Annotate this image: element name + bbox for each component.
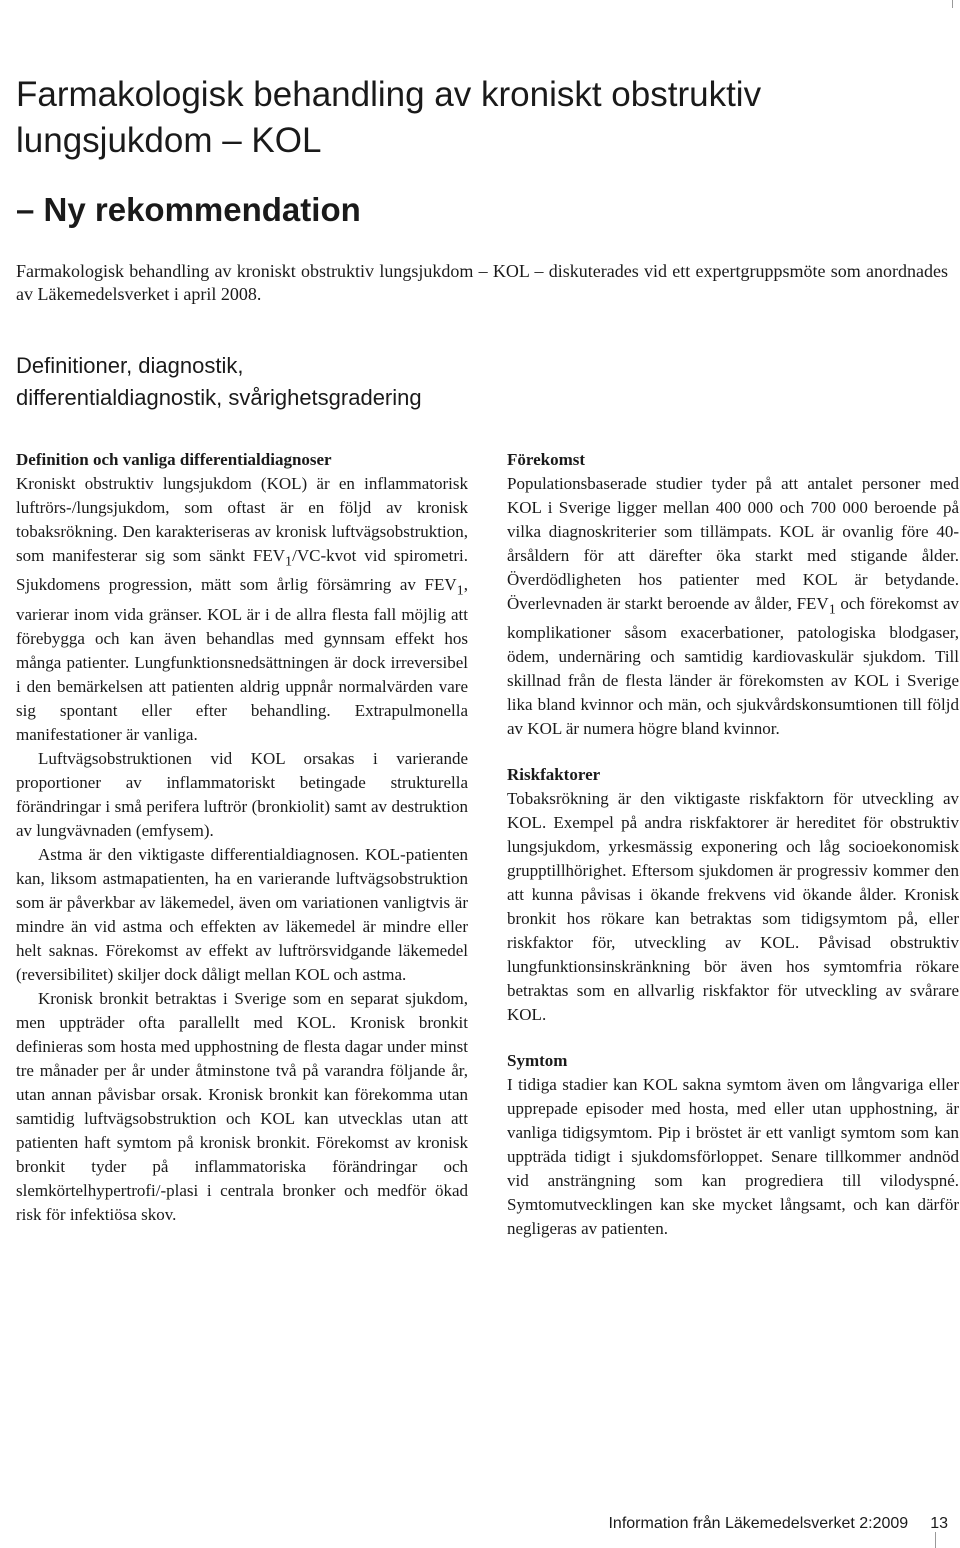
symptoms-paragraph: I tidiga stadier kan KOL sakna symtom även om långvariga eller upprepade episoder med hosta, med eller utan upphostning, är vanliga tidigsymtom. Pip i bröstet är ett vanligt symtom som kan uppträda tidigt i sjukdomsförloppet. Senare tillkommer andnöd vid ansträngning som kan progrediera till vilodyspné. Symtomutvecklingen kan ske mycket långsamt, och kan därför negligeras av patienten. [507,1075,959,1239]
asthma-paragraph: Astma är den viktigaste differentialdiagnosen. KOL-patienten kan, liksom astmapatienten, ha en varierande luftvägsobstruktion som är påverkbar av läkemedel, även om variationen vanligtvis är mindre än vid astma och effekten av läkemedel är mindre eller helt saknas. Förekomst av effekt av luftrörsvidgande läkemedel (reversibilitet) skiljer dock dåligt mellan KOL och astma. [16,844,468,984]
subscript: 1 [456,582,464,599]
risk-factors-paragraph: Tobaksrökning är den viktigaste riskfaktorn för utveckling av KOL. Exempel på andra riskfaktorer är hereditet för obstruktiv lungsjukdom, yrkesmässig exponering och låg socioekonomisk grupptillhörighet. Eftersom sjukdomen är progressiv kommer den att kunna påvisas i ökande frekvens vid ökande ålder. Kronisk bronkit hos rökare kan betraktas som tidigsymtom på, eller riskfaktor för, utveckling av KOL. Påvisad obstruktiv lungfunktionsinskränkning bör även hos symtomfria rökare betraktas som en allvarlig riskfaktor för utveckling av svårare KOL. [507,789,959,1025]
page-number: 13 [930,1515,948,1532]
obstruction-paragraph: Luftvägsobstruktionen vid KOL orsakas i varierande proportioner av inflammatoriskt betingade strukturella förändringar i små perifera luftrör (bronkiolit) samt av destruktion av lungvävnaden (emfysem). [16,748,468,840]
definition-heading: Definition och vanliga differentialdiagnoser [16,450,332,469]
definition-paragraph [16,472,468,747]
subscript: 1 [828,601,836,618]
crop-mark [952,0,953,8]
left-column [16,448,468,1227]
page-footer [608,1514,948,1534]
text-span: Kroniskt obstruktiv lungsjukdom (KOL) är en inflammatorisk luftrörs-/lungsjukdom, som oftast är en följd av kronisk tobaksrökning. Den karakteriseras av kronisk luftvägsobstruktion, som manifesterar sig som sänkt FEV [16,474,468,565]
right-column [507,448,959,1241]
intro-paragraph: Farmakologisk behandling av kroniskt obstruktiv lungsjukdom – KOL – diskuterades vid ett expertgruppsmöte som anordnades av Läkemedelsverket i april 2008. [16,261,948,304]
text-span: /VC-kvot vid spirometri. Sjukdomens progression, mätt som årlig försämring av FEV [16,546,469,595]
prevalence-paragraph [507,472,959,741]
section-heading: Definitioner, diagnostik, differentialdiagnostik, svårighetsgradering [16,353,422,410]
symptoms-heading: Symtom [507,1051,568,1071]
text-span: och förekomst av komplikationer såsom exacerbationer, patologiska blodgaser, ödem, undernäring och samtidig kardiovaskulär sjukdom. Till skillnad från de flesta länder är förekomsten av KOL i Sverige lika bland kvinnor och män, och sjukvårdskonsumtionen till följd av KOL är numera högre bland kvinnor. [507,594,959,739]
subscript: 1 [285,553,293,570]
footer-source: Information från Läkemedelsverket 2:2009 [608,1515,909,1532]
footer-divider [935,1532,936,1548]
text-span: Populationsbaserade studier tyder på att antalet personer med KOL i Sverige ligger mellan 400 000 och 700 000 beroende på vilka diagnoskriterier som tillämpats. KOL är ovanlig före 40-årsåldern för att därefter öka starkt med stigande ålder. Överdödligheten hos patienter med KOL är betydande. Överlevnaden är starkt beroende av ålder, FEV [507,474,959,613]
risk-factors-heading: Riskfaktorer [507,765,601,785]
page-title: Farmakologisk behandling av kroniskt obstruktiv lungsjukdom – KOL [16,75,762,160]
text-span: , varierar inom vida gränser. KOL är i de allra flesta fall möjlig att förebygga och kan även behandlas med gynnsam effekt hos många patienter. Lungfunktionsnedsättningen är dock irreversibel i den bemärkelsen att patienten aldrig uppnår normalvärden vare sig spontant eller efter behandling. Extrapulmonella manifestationer är vanliga. [16,575,468,744]
prevalence-heading: Förekomst [507,450,586,469]
bronchitis-paragraph: Kronisk bronkit betraktas i Sverige som en separat sjukdom, men uppträder ofta parallellt med KOL. Kronisk bronkit definieras som hosta med upphostning de flesta dagar under minst tre månader per år under åtminstone två på varandra följande år, utan annan påvisbar orsak. Kronisk bronkit kan förekomma utan samtidig luftvägsobstruktion och KOL kan utvecklas utan att patienten haft symtom på kronisk bronkit. Förekomst av kronisk bronkit tyder på inflammatoriska förändringar och slemkörtelhypertrofi/-plasi i centrala bronker och medför ökad risk för infektiösa skov. [16,988,468,1224]
page-subtitle: – Ny rekommendation [16,191,361,228]
